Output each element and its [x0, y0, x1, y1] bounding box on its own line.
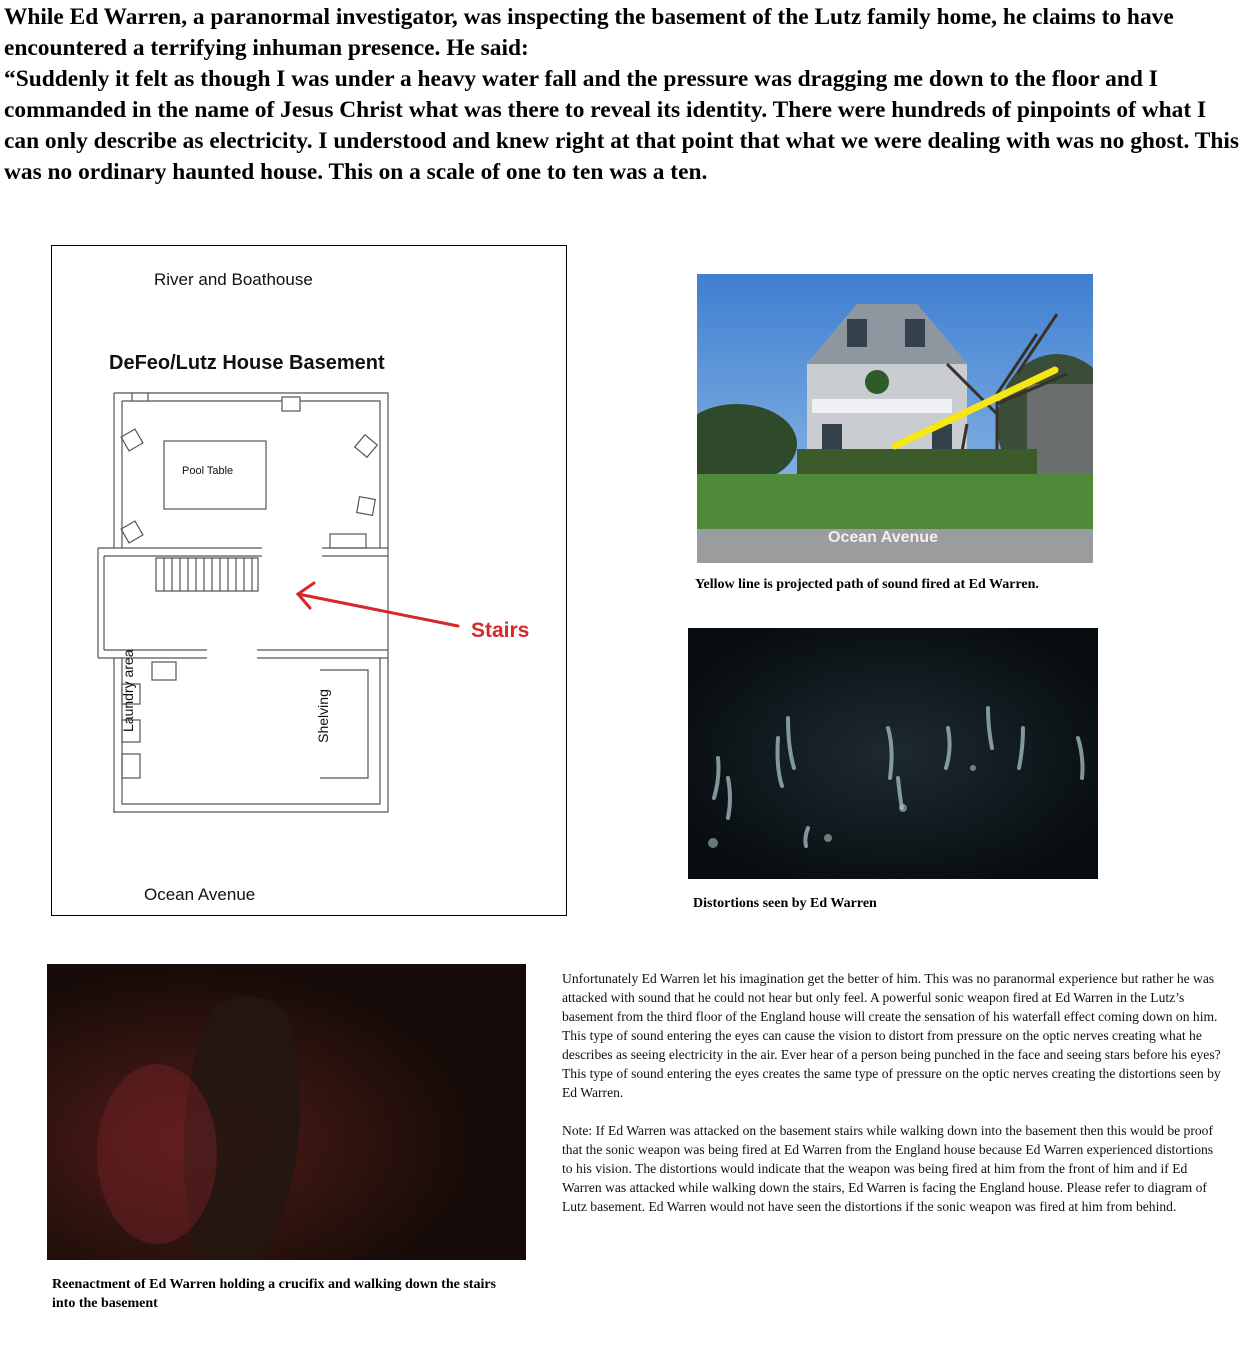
reenactment-caption: Reenactment of Ed Warren holding a crucifix and walking down the stairs into the basement: [52, 1277, 497, 1311]
ocean-avenue-overlay: Ocean Avenue: [828, 529, 938, 546]
body-text: [562, 969, 1226, 1235]
floorplan-drawing: [52, 246, 568, 917]
house-photo-drawing: [697, 274, 1093, 563]
distortions-caption: Distortions seen by Ed Warren: [693, 896, 877, 911]
distortions-photo: [688, 628, 1098, 879]
reenactment-photo: [47, 964, 526, 1260]
distortions-drawing: [688, 628, 1098, 879]
basement-floorplan: [51, 245, 567, 916]
diagram-title: DeFeo/Lutz House Basement: [109, 352, 385, 374]
pool-table-label: Pool Table: [182, 465, 234, 477]
stairs-label: Stairs: [471, 619, 530, 642]
ocean-avenue-label: Ocean Avenue: [144, 885, 256, 904]
house-photo: [697, 274, 1093, 563]
shelving-label: Shelving: [314, 689, 331, 743]
body-paragraph-1: Unfortunately Ed Warren let his imagination get the better of him. This was no paranormal experience but rather he was attacked with sound that he could not hear but only feel. A powerful sonic weapon fired at Ed Warren in the Lutz’s basement from the third floor of the England house will create the sensation of his waterfall effect coming down on him. This type of sound entering the eyes can cause the vision to distort from pressure on the optic nerves creating what he describes as seeing electricity in the air. Ever hear of a person being punched in the face and seeing stars before his eyes? This type of sound entering the eyes creates the same type of pressure on the optic nerves creating the distortions seen by Ed Warren.: [562, 971, 1221, 1100]
river-boathouse-label: River and Boathouse: [154, 270, 313, 289]
intro-text: [4, 2, 1244, 188]
reenactment-drawing: [47, 964, 526, 1260]
house-photo-caption: Yellow line is projected path of sound fired at Ed Warren.: [695, 577, 1039, 592]
intro-paragraph: While Ed Warren, a paranormal investigator, was inspecting the basement of the Lutz family home, he claims to have encountered a terrifying inhuman presence. He said:: [4, 4, 1174, 61]
body-paragraph-2: Note: If Ed Warren was attacked on the basement stairs while walking down into the basement then this would be proof that the sonic weapon was being fired at Ed Warren from the England house because Ed Warren experienced distortions to his vision. The distortions would indicate that the weapon was being fired at him from the front of him and if Ed Warren was attacked while walking down the stairs, Ed Warren is facing the England house. Please refer to diagram of Lutz basement. Ed Warren would not have seen the distortions if the sonic weapon was fired at him from behind.: [562, 1123, 1214, 1214]
intro-quote: “Suddenly it felt as though I was under a heavy water fall and the pressure was dragging me down to the floor and I commanded in the name of Jesus Christ what was there to reveal its identity. There were hundreds of pinpoints of what I can only describe as electricity. I understood and knew right at that point that what we were dealing with was no ghost. This was no ordinary haunted house. This on a scale of one to ten was a ten.: [4, 66, 1239, 185]
laundry-area-label: Laundry area: [120, 649, 136, 732]
